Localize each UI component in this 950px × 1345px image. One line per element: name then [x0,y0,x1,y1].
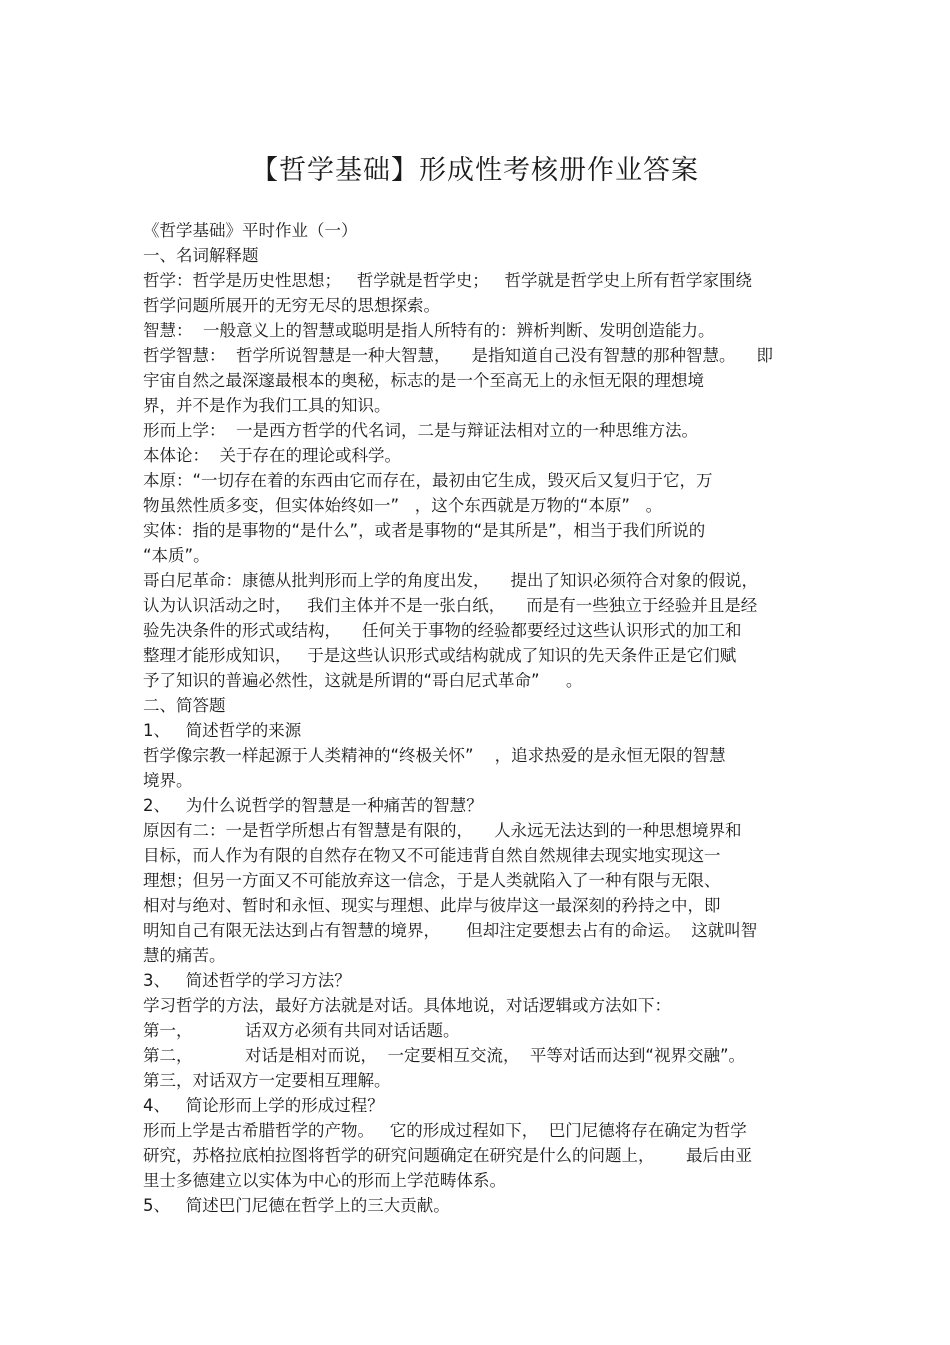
document-body [143,218,823,1218]
document-line: 《哲学基础》平时作业（一） [143,221,358,240]
document-line: “本质”。 [143,546,210,565]
document-line: 研究，苏格拉底柏拉图将哲学的研究问题确定在研究是什么的问题上， 最后由亚 [143,1146,752,1165]
document-line: 界，并不是作为我们工具的知识。 [143,396,391,415]
document-line: 哲学问题所展开的无穷无尽的思想探索。 [143,296,440,315]
document-line: 认为认识活动之时， 我们主体并不是一张白纸， 而是有一些独立于经验并且是经 [143,596,758,615]
document-line: 明知自己有限无法达到占有智慧的境界， 但却注定要想去占有的命运。 这就叫智 [143,921,758,940]
document-line: 整理才能形成知识， 于是这些认识形式或结构就成了知识的先天条件正是它们赋 [143,646,737,665]
document-line: 相对与绝对、暂时和永恒、现实与理想、此岸与彼岸这一最深刻的矜持之中，即 [143,896,721,915]
document-line: 予了知识的普遍必然性，这就是所谓的“哥白尼式革命” 。 [143,671,583,690]
document-line: 原因有二：一是哲学所想占有智慧是有限的， 人永远无法达到的一种思想境界和 [143,821,742,840]
document-line: 智慧： 一般意义上的智慧或聪明是指人所特有的：辨析判断、发明创造能力。 [143,321,715,340]
document-title: 【哲学基础】形成性考核册作业答案 [251,155,699,186]
document-line: 第二， 对话是相对而说， 一定要相互交流， 平等对话而达到“视界交融”。 [143,1046,746,1065]
document-line: 物虽然性质多变，但实体始终如一” ，这个东西就是万物的“本原” 。 [143,496,663,515]
document-line: 实体：指的是事物的“是什么”，或者是事物的“是其所是”，相当于我们所说的 [143,521,706,540]
document-line: 哲学智慧： 哲学所说智慧是一种大智慧， 是指知道自己没有智慧的那种智慧。 即 [143,346,773,365]
document-line: 二、简答题 [143,696,226,715]
document-line: 形而上学是古希腊哲学的产物。 它的形成过程如下， 巴门尼德将存在确定为哲学 [143,1121,747,1140]
document-line: 2、 为什么说哲学的智慧是一种痛苦的智慧？ [143,796,483,815]
document-line: 哥白尼革命：康德从批判形而上学的角度出发， 提出了知识必须符合对象的假说， [143,571,758,590]
document-line: 3、 简述哲学的学习方法？ [143,971,351,990]
document-line: 5、 简述巴门尼德在哲学上的三大贡献。 [143,1196,450,1215]
document-line: 形而上学： 一是西方哲学的代名词，二是与辩证法相对立的一种思维方法。 [143,421,698,440]
document-line: 第一， 话双方必须有共同对话话题。 [143,1021,460,1040]
document-line: 宇宙自然之最深邃最根本的奥秘，标志的是一个至高无上的永恒无限的理想境 [143,371,704,390]
document-line: 本原：“一切存在着的东西由它而存在，最初由它生成，毁灭后又复归于它，万 [143,471,713,490]
document-line: 境界。 [143,771,193,790]
document-line: 里士多德建立以实体为中心的形而上学范畴体系。 [143,1171,506,1190]
document-line: 一、名词解释题 [143,246,259,265]
document-line: 4、 简论形而上学的形成过程？ [143,1096,384,1115]
document-line: 哲学像宗教一样起源于人类精神的“终极关怀” ，追求热爱的是永恒无限的智慧 [143,746,726,765]
document-line: 本体论： 关于存在的理论或科学。 [143,446,401,465]
document-line: 目标，而人作为有限的自然存在物又不可能违背自然自然规律去现实地实现这一 [143,846,721,865]
document-line: 第三，对话双方一定要相互理解。 [143,1071,391,1090]
document-line: 验先决条件的形式或结构， 任何关于事物的经验都要经过这些认识形式的加工和 [143,621,742,640]
document-line: 哲学：哲学是历史性思想； 哲学就是哲学史； 哲学就是哲学史上所有哲学家围绕 [143,271,752,290]
document-line: 学习哲学的方法，最好方法就是对话。具体地说，对话逻辑或方法如下： [143,996,671,1015]
document-line: 慧的痛苦。 [143,946,226,965]
document-line: 1、 简述哲学的来源 [143,721,302,740]
document-line: 理想；但另一方面又不可能放弃这一信念，于是人类就陷入了一种有限与无限、 [143,871,721,890]
